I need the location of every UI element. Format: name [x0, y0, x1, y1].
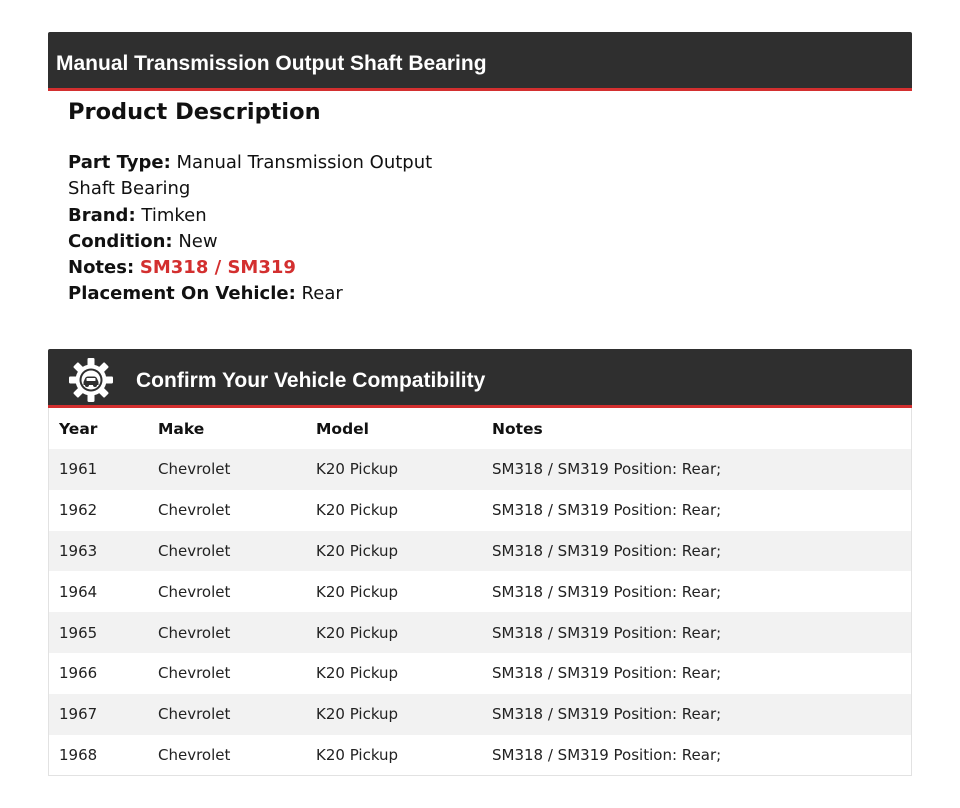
compatibility-title: Confirm Your Vehicle Compatibility — [136, 369, 486, 392]
field-notes — [68, 255, 468, 281]
field-value: Manual Transmission Output Shaft Bearing — [68, 152, 433, 200]
field-label: Notes: — [68, 257, 135, 279]
cell-make: Chevrolet — [158, 745, 231, 764]
field-label: Condition: — [68, 230, 173, 252]
field-part-type — [68, 150, 468, 203]
column-header-notes: Notes — [492, 419, 543, 438]
cell-notes: SM318 / SM319 Position: Rear; — [492, 745, 722, 764]
cell-notes: SM318 / SM319 Position: Rear; — [492, 582, 722, 601]
cell-model: K20 Pickup — [316, 582, 399, 601]
cell-make: Chevrolet — [158, 501, 231, 520]
cell-model: K20 Pickup — [316, 664, 399, 683]
compatibility-table — [48, 408, 912, 776]
cell-make: Chevrolet — [148, 531, 306, 572]
cell-model: K20 Pickup — [306, 694, 482, 735]
cell-model: K20 Pickup — [306, 531, 482, 572]
cell-year: 1963 — [49, 531, 149, 572]
field-placement — [68, 281, 468, 307]
table-row — [49, 612, 912, 653]
cell-model: K20 Pickup — [316, 745, 399, 764]
cell-make: Chevrolet — [148, 449, 306, 490]
cell-notes: SM318 / SM319 Position: Rear; — [492, 501, 722, 520]
cell-model: K20 Pickup — [316, 501, 399, 520]
cell-notes: SM318 / SM319 Position: Rear; — [482, 449, 912, 490]
table-row — [49, 653, 912, 694]
gear-car-icon — [68, 357, 114, 403]
product-title-banner — [48, 32, 912, 91]
cell-year: 1968 — [59, 745, 98, 764]
column-header-model: Model — [316, 419, 369, 438]
cell-year: 1964 — [59, 582, 98, 601]
table-row — [49, 490, 912, 531]
cell-year: 1966 — [59, 664, 98, 683]
column-header-year: Year — [59, 419, 98, 438]
field-brand — [68, 203, 468, 229]
table-header-row — [49, 408, 912, 449]
cell-make: Chevrolet — [158, 664, 231, 683]
field-label: Part Type: — [68, 152, 171, 173]
cell-year: 1961 — [49, 449, 149, 490]
table-row — [49, 449, 912, 490]
field-label: Placement On Vehicle: — [68, 283, 296, 305]
field-value: Timken — [141, 204, 207, 226]
cell-make: Chevrolet — [148, 612, 306, 653]
product-title: Manual Transmission Output Shaft Bearing — [56, 52, 487, 75]
field-label: Brand: — [68, 204, 136, 226]
product-description — [68, 96, 468, 308]
cell-model: K20 Pickup — [306, 612, 482, 653]
field-value: New — [178, 230, 218, 252]
table-row — [49, 694, 912, 735]
cell-year: 1962 — [59, 501, 98, 520]
compatibility-banner — [48, 349, 912, 408]
cell-notes: SM318 / SM319 Position: Rear; — [482, 531, 912, 572]
table-row — [49, 571, 912, 612]
field-condition — [68, 229, 468, 255]
cell-model: K20 Pickup — [306, 449, 482, 490]
description-fields — [68, 150, 468, 308]
description-heading: Product Description — [68, 99, 321, 125]
cell-make: Chevrolet — [158, 582, 231, 601]
cell-year: 1965 — [49, 612, 149, 653]
cell-year: 1967 — [49, 694, 149, 735]
cell-notes: SM318 / SM319 Position: Rear; — [482, 694, 912, 735]
table-row — [49, 531, 912, 572]
field-value: Rear — [301, 283, 343, 305]
column-header-make: Make — [158, 419, 205, 438]
cell-notes: SM318 / SM319 Position: Rear; — [492, 664, 722, 683]
cell-make: Chevrolet — [148, 694, 306, 735]
cell-notes: SM318 / SM319 Position: Rear; — [482, 612, 912, 653]
table-row — [49, 735, 912, 776]
field-value: SM318 / SM319 — [139, 257, 296, 279]
